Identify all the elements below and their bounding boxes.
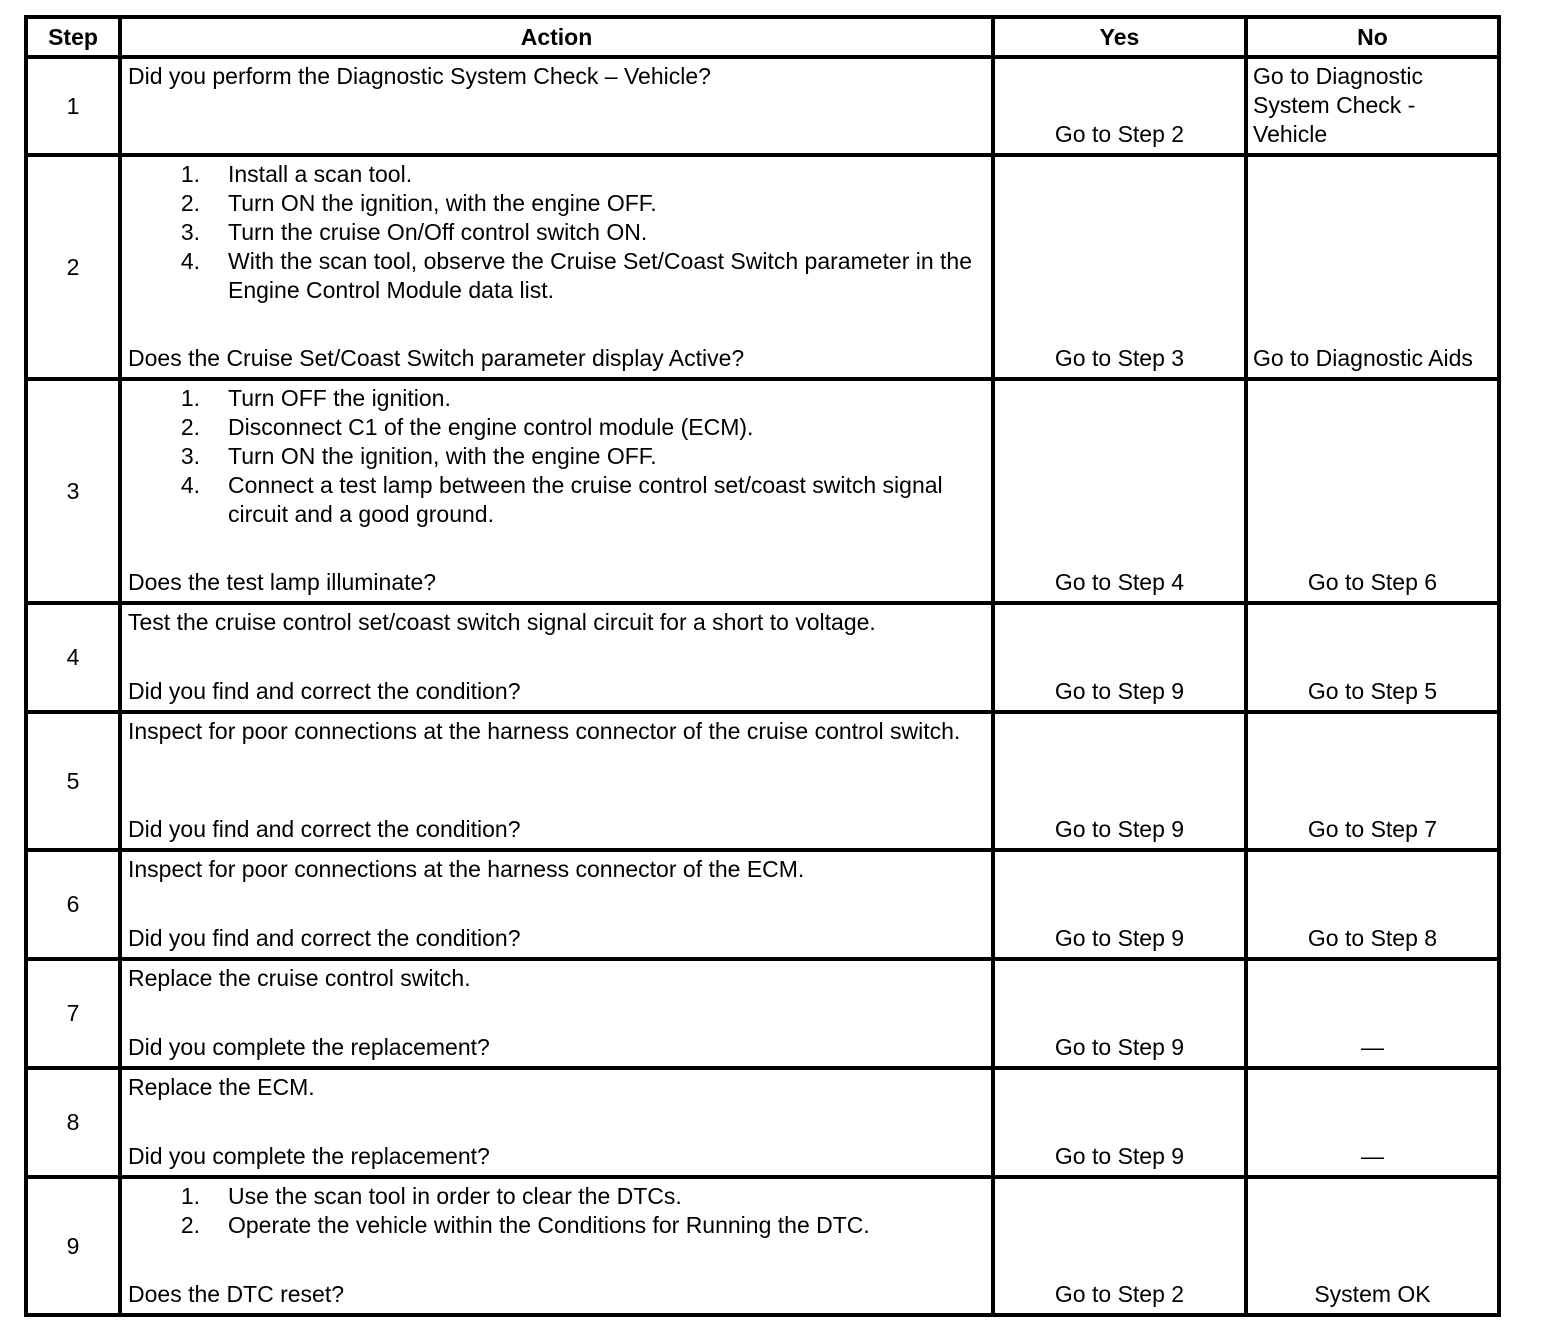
action-question: Did you complete the replacement? bbox=[128, 1143, 490, 1169]
yes-cell: Go to Step 9 bbox=[993, 603, 1246, 712]
list-item: 2. Turn ON the ignition, with the engine OFF. bbox=[180, 190, 657, 216]
no-cell: Go to Diagnostic Aids bbox=[1246, 155, 1499, 379]
action-cell bbox=[120, 155, 993, 379]
list-item: 4. With the scan tool, observe the Cruise Set/Coast Switch parameter in the Engine Control Module data list. bbox=[180, 248, 973, 303]
action-cell bbox=[120, 603, 993, 712]
header-yes: Yes bbox=[993, 17, 1246, 57]
yes-cell: Go to Step 2 bbox=[993, 57, 1246, 155]
table-row bbox=[26, 155, 1499, 379]
action-text: Replace the cruise control switch. bbox=[128, 965, 471, 991]
no-cell: — bbox=[1246, 1068, 1499, 1177]
action-steps-list bbox=[128, 160, 985, 305]
header-step: Step bbox=[26, 17, 120, 57]
header-no: No bbox=[1246, 17, 1499, 57]
action-cell bbox=[120, 959, 993, 1068]
step-number: 6 bbox=[26, 850, 120, 959]
yes-cell: Go to Step 9 bbox=[993, 712, 1246, 850]
yes-cell: Go to Step 4 bbox=[993, 379, 1246, 603]
list-item: 3. Turn ON the ignition, with the engine OFF. bbox=[180, 443, 657, 469]
diagnostic-table bbox=[24, 15, 1501, 1317]
step-number: 1 bbox=[26, 57, 120, 155]
action-text: Inspect for poor connections at the harness connector of the cruise control switch. bbox=[128, 718, 961, 744]
list-item: 1. Turn OFF the ignition. bbox=[180, 385, 451, 411]
no-cell: System OK bbox=[1246, 1177, 1499, 1315]
table-row bbox=[26, 1068, 1499, 1177]
step-number: 5 bbox=[26, 712, 120, 850]
action-question: Did you find and correct the condition? bbox=[128, 816, 521, 842]
list-item: 2. Disconnect C1 of the engine control module (ECM). bbox=[180, 414, 754, 440]
no-cell: Go to Step 8 bbox=[1246, 850, 1499, 959]
action-question: Did you find and correct the condition? bbox=[128, 925, 521, 951]
step-number: 2 bbox=[26, 155, 120, 379]
action-question: Did you complete the replacement? bbox=[128, 1034, 490, 1060]
action-steps-list bbox=[128, 1182, 985, 1240]
step-number: 7 bbox=[26, 959, 120, 1068]
list-item: 2. Operate the vehicle within the Conditions for Running the DTC. bbox=[180, 1212, 870, 1238]
yes-cell: Go to Step 2 bbox=[993, 1177, 1246, 1315]
no-cell: Go to Step 7 bbox=[1246, 712, 1499, 850]
yes-cell: Go to Step 9 bbox=[993, 959, 1246, 1068]
action-cell bbox=[120, 57, 993, 155]
list-item: 1. Use the scan tool in order to clear the DTCs. bbox=[180, 1183, 682, 1209]
action-text: Replace the ECM. bbox=[128, 1074, 315, 1100]
list-item: 4. Connect a test lamp between the cruise control set/coast switch signal circuit and a good ground. bbox=[180, 472, 943, 527]
step-number: 8 bbox=[26, 1068, 120, 1177]
table-row bbox=[26, 959, 1499, 1068]
step-number: 4 bbox=[26, 603, 120, 712]
action-question: Does the test lamp illuminate? bbox=[128, 569, 437, 595]
action-question: Did you find and correct the condition? bbox=[128, 678, 521, 704]
yes-cell: Go to Step 3 bbox=[993, 155, 1246, 379]
list-item: 1. Install a scan tool. bbox=[180, 161, 413, 187]
header-action: Action bbox=[120, 17, 993, 57]
no-cell: Go to Step 6 bbox=[1246, 379, 1499, 603]
action-question: Does the DTC reset? bbox=[128, 1281, 345, 1307]
no-cell: — bbox=[1246, 959, 1499, 1068]
action-text: Inspect for poor connections at the harness connector of the ECM. bbox=[128, 856, 805, 882]
action-text: Test the cruise control set/coast switch signal circuit for a short to voltage. bbox=[128, 609, 876, 635]
yes-cell: Go to Step 9 bbox=[993, 850, 1246, 959]
action-steps-list bbox=[128, 384, 985, 529]
no-cell: Go to Step 5 bbox=[1246, 603, 1499, 712]
table-row bbox=[26, 603, 1499, 712]
action-cell bbox=[120, 379, 993, 603]
action-cell bbox=[120, 712, 993, 850]
header-row bbox=[26, 17, 1499, 57]
yes-cell: Go to Step 9 bbox=[993, 1068, 1246, 1177]
table-row bbox=[26, 1177, 1499, 1315]
step-number: 9 bbox=[26, 1177, 120, 1315]
action-text: Did you perform the Diagnostic System Check – Vehicle? bbox=[128, 63, 711, 89]
action-cell bbox=[120, 1177, 993, 1315]
action-cell bbox=[120, 850, 993, 959]
table-row bbox=[26, 57, 1499, 155]
table-row bbox=[26, 712, 1499, 850]
list-item: 3. Turn the cruise On/Off control switch ON. bbox=[180, 219, 648, 245]
table-row bbox=[26, 850, 1499, 959]
action-cell bbox=[120, 1068, 993, 1177]
no-cell: Go to Diagnostic System Check - Vehicle bbox=[1246, 57, 1499, 155]
action-question: Does the Cruise Set/Coast Switch parameter display Active? bbox=[128, 345, 745, 371]
step-number: 3 bbox=[26, 379, 120, 603]
table-row bbox=[26, 379, 1499, 603]
